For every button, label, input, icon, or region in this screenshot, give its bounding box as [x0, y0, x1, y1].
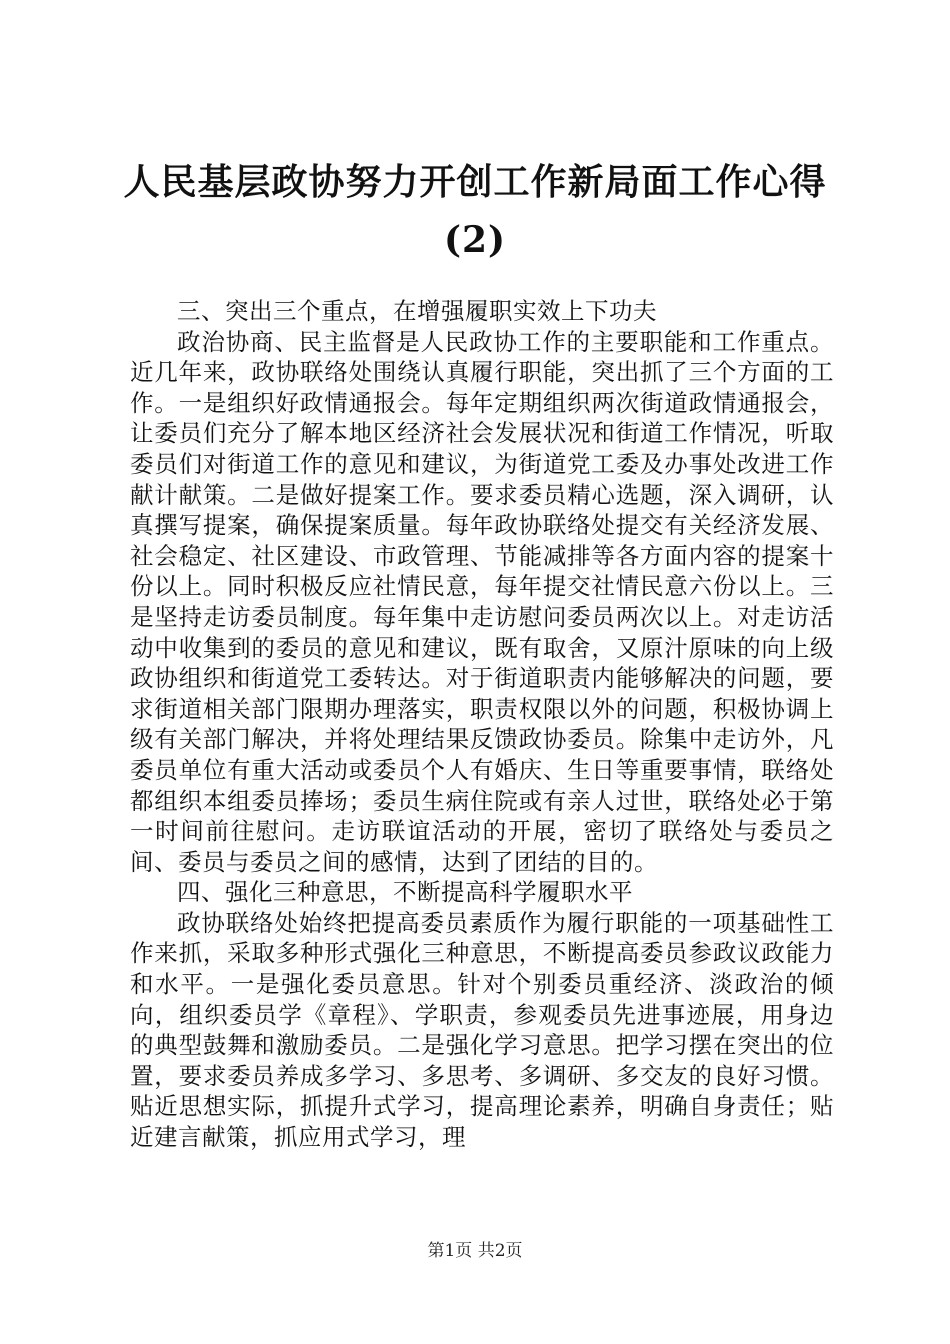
document-body	[130, 296, 834, 1153]
document-title: 人民基层政协努力开创工作新局面工作心得	[123, 161, 827, 203]
page-number-footer: 第1页 共2页	[427, 1241, 523, 1261]
paragraph-section-three: 政治协商、民主监督是人民政协工作的主要职能和工作重点。近几年来，政协联络处围绕认真履行职能，突出抓了三个方面的工作。一是组织好政情通报会。每年定期组织两次街道政情通报会，让委员们充分了解本地区经济社会发展状况和街道工作情况，听取委员们对街道工作的意见和建议，为街道党工委及办事处改进工作献计献策。二是做好提案工作。要求委员精心选题，深入调研，认真撰写提案，确保提案质量。每年政协联络处提交有关经济发展、社会稳定、社区建设、市政管理、节能减排等各方面内容的提案十份以上。同时积极反应社情民意，每年提交社情民意六份以上。三是坚持走访委员制度。每年集中走访慰问委员两次以上。对走访活动中收集到的委员的意见和建议，既有取舍，又原汁原味的向上级政协组织和街道党工委转达。对于街道职责内能够解决的问题，要求街道相关部门限期办理落实，职责权限以外的问题，积极协调上级有关部门解决，并将处理结果反馈政协委员。除集中走访外，凡委员单位有重大活动或委员个人有婚庆、生日等重要事情，联络处都组织本组委员捧场；委员生病住院或有亲人过世，联络处必于第一时间前往慰问。走访联谊活动的开展，密切了联络处与委员之间、委员与委员之间的感情，达到了团结的目的。	[130, 327, 834, 876]
section-heading-three: 三、突出三个重点，在增强履职实效上下功夫	[177, 297, 657, 325]
document-title-continuation: (2)	[443, 219, 507, 261]
section-heading-four: 四、强化三种意思，不断提高科学履职水平	[177, 878, 633, 907]
paragraph-section-four: 政协联络处始终把提高委员素质作为履行职能的一项基础性工作来抓，采取多种形式强化三种意思，不断提高委员参政议政能力和水平。一是强化委员意思。针对个别委员重经济、淡政治的倾向，组织委员学《章程》、学职责，参观委员先进事迹展，用身边的典型鼓舞和激励委员。二是强化学习意思。把学习摆在突出的位置，要求委员养成多学习、多思考、多调研、多交友的良好习惯。贴近思想实际，抓提升式学习，提高理论素养，明确自身责任；贴近建言献策，抓应用式学习，理	[130, 908, 834, 1152]
